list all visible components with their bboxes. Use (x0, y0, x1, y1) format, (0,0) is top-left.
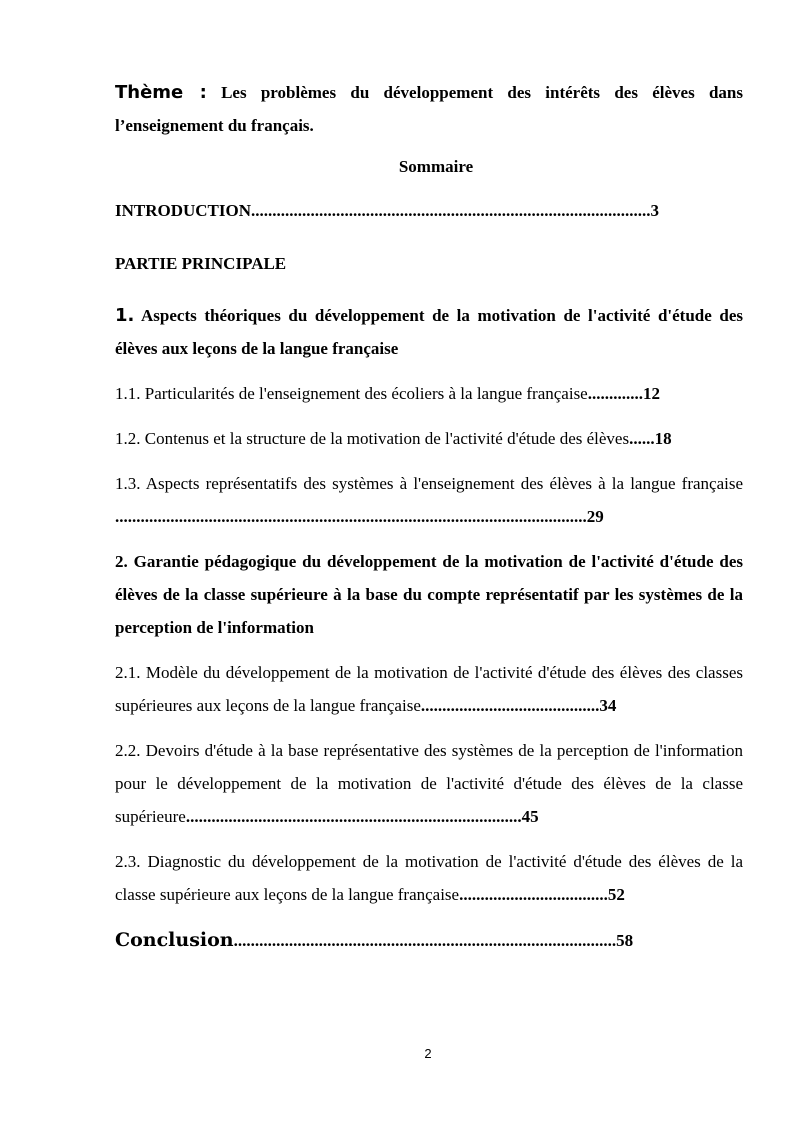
toc-1-1-text: 1.1. Particularités de l'enseignement des écoliers à la langue française (115, 384, 588, 403)
toc-1-2-text: 1.2. Contenus et la structure de la motivation de l'activité d'étude des élèves (115, 429, 630, 448)
sommaire-title: Sommaire (398, 157, 474, 176)
toc-conclusion-label: Conclusion (115, 929, 234, 951)
toc-1-3-page: 29 (586, 507, 604, 526)
toc-section-1-title: Aspects théoriques du développement de la motivation de l'activité d'étude des élèves aux leçons de la langue française (115, 306, 743, 358)
toc-1-1-page: 12 (642, 384, 660, 403)
toc-1-2-page: 18 (654, 429, 672, 448)
toc-introduction-page: 3 (650, 201, 660, 220)
toc-2-1-dots: .......................................... (420, 696, 600, 715)
toc-entry-2-3 (115, 845, 743, 911)
toc-2-2-text: 2.2. Devoirs d'étude à la base représentative des systèmes de la perception de l'information pour le développement de la motivation de l'activité d'étude des élèves de la classe supérieure (115, 741, 743, 826)
toc-1-1-dots: ............. (587, 384, 643, 403)
toc-2-1-text: 2.1. Modèle du développement de la motivation de l'activité d'étude des élèves des classes supérieures aux leçons de la langue française (115, 663, 743, 715)
toc-conclusion-page: 58 (616, 931, 634, 950)
toc-entry-conclusion (115, 923, 743, 958)
toc-2-3-dots: ................................... (459, 885, 608, 904)
toc-section-1 (115, 299, 743, 365)
toc-1-3-text: 1.3. Aspects représentatifs des systèmes à l'enseignement des élèves à la langue française (115, 474, 743, 493)
toc-1-3-dots: ............................................................................................................... (115, 507, 587, 526)
toc-2-3-page: 52 (607, 885, 625, 904)
page-content (115, 76, 743, 958)
toc-section-2: 2. Garantie pédagogique du développement de la motivation de l'activité d'étude des élèves de la classe supérieure à la base du compte représentatif par les systèmes de la perception de l'information (115, 552, 743, 637)
theme-heading (115, 76, 743, 142)
toc-2-1-page: 34 (599, 696, 617, 715)
toc-introduction-label: INTRODUCTION (115, 201, 252, 220)
toc-section-1-number: 1. (115, 305, 135, 326)
toc-entry-1-1 (115, 377, 743, 410)
theme-text: Les problèmes du développement des intérêts des élèves dans l’enseignement du français. (115, 83, 744, 135)
toc-1-2-dots: ...... (629, 429, 655, 448)
toc-entry-introduction (115, 194, 743, 227)
toc-2-3-text: 2.3. Diagnostic du développement de la motivation de l'activité d'étude des élèves de la classe supérieure aux leçons de la langue française (115, 852, 743, 904)
toc-partie-principale: PARTIE PRINCIPALE (115, 254, 287, 273)
toc-entry-2-2 (115, 734, 743, 833)
theme-label: Thème : (115, 82, 207, 103)
toc-conclusion-dots: .......................................................................................... (233, 931, 617, 950)
toc-introduction-dots: .............................................................................................. (251, 201, 651, 220)
toc-entry-2-1 (115, 656, 743, 722)
toc-2-2-dots: ............................................................................... (185, 807, 522, 826)
toc-entry-1-2 (115, 422, 743, 455)
toc-entry-1-3 (115, 467, 743, 533)
toc-2-2-page: 45 (521, 807, 539, 826)
page-number: 2 (424, 1046, 432, 1061)
